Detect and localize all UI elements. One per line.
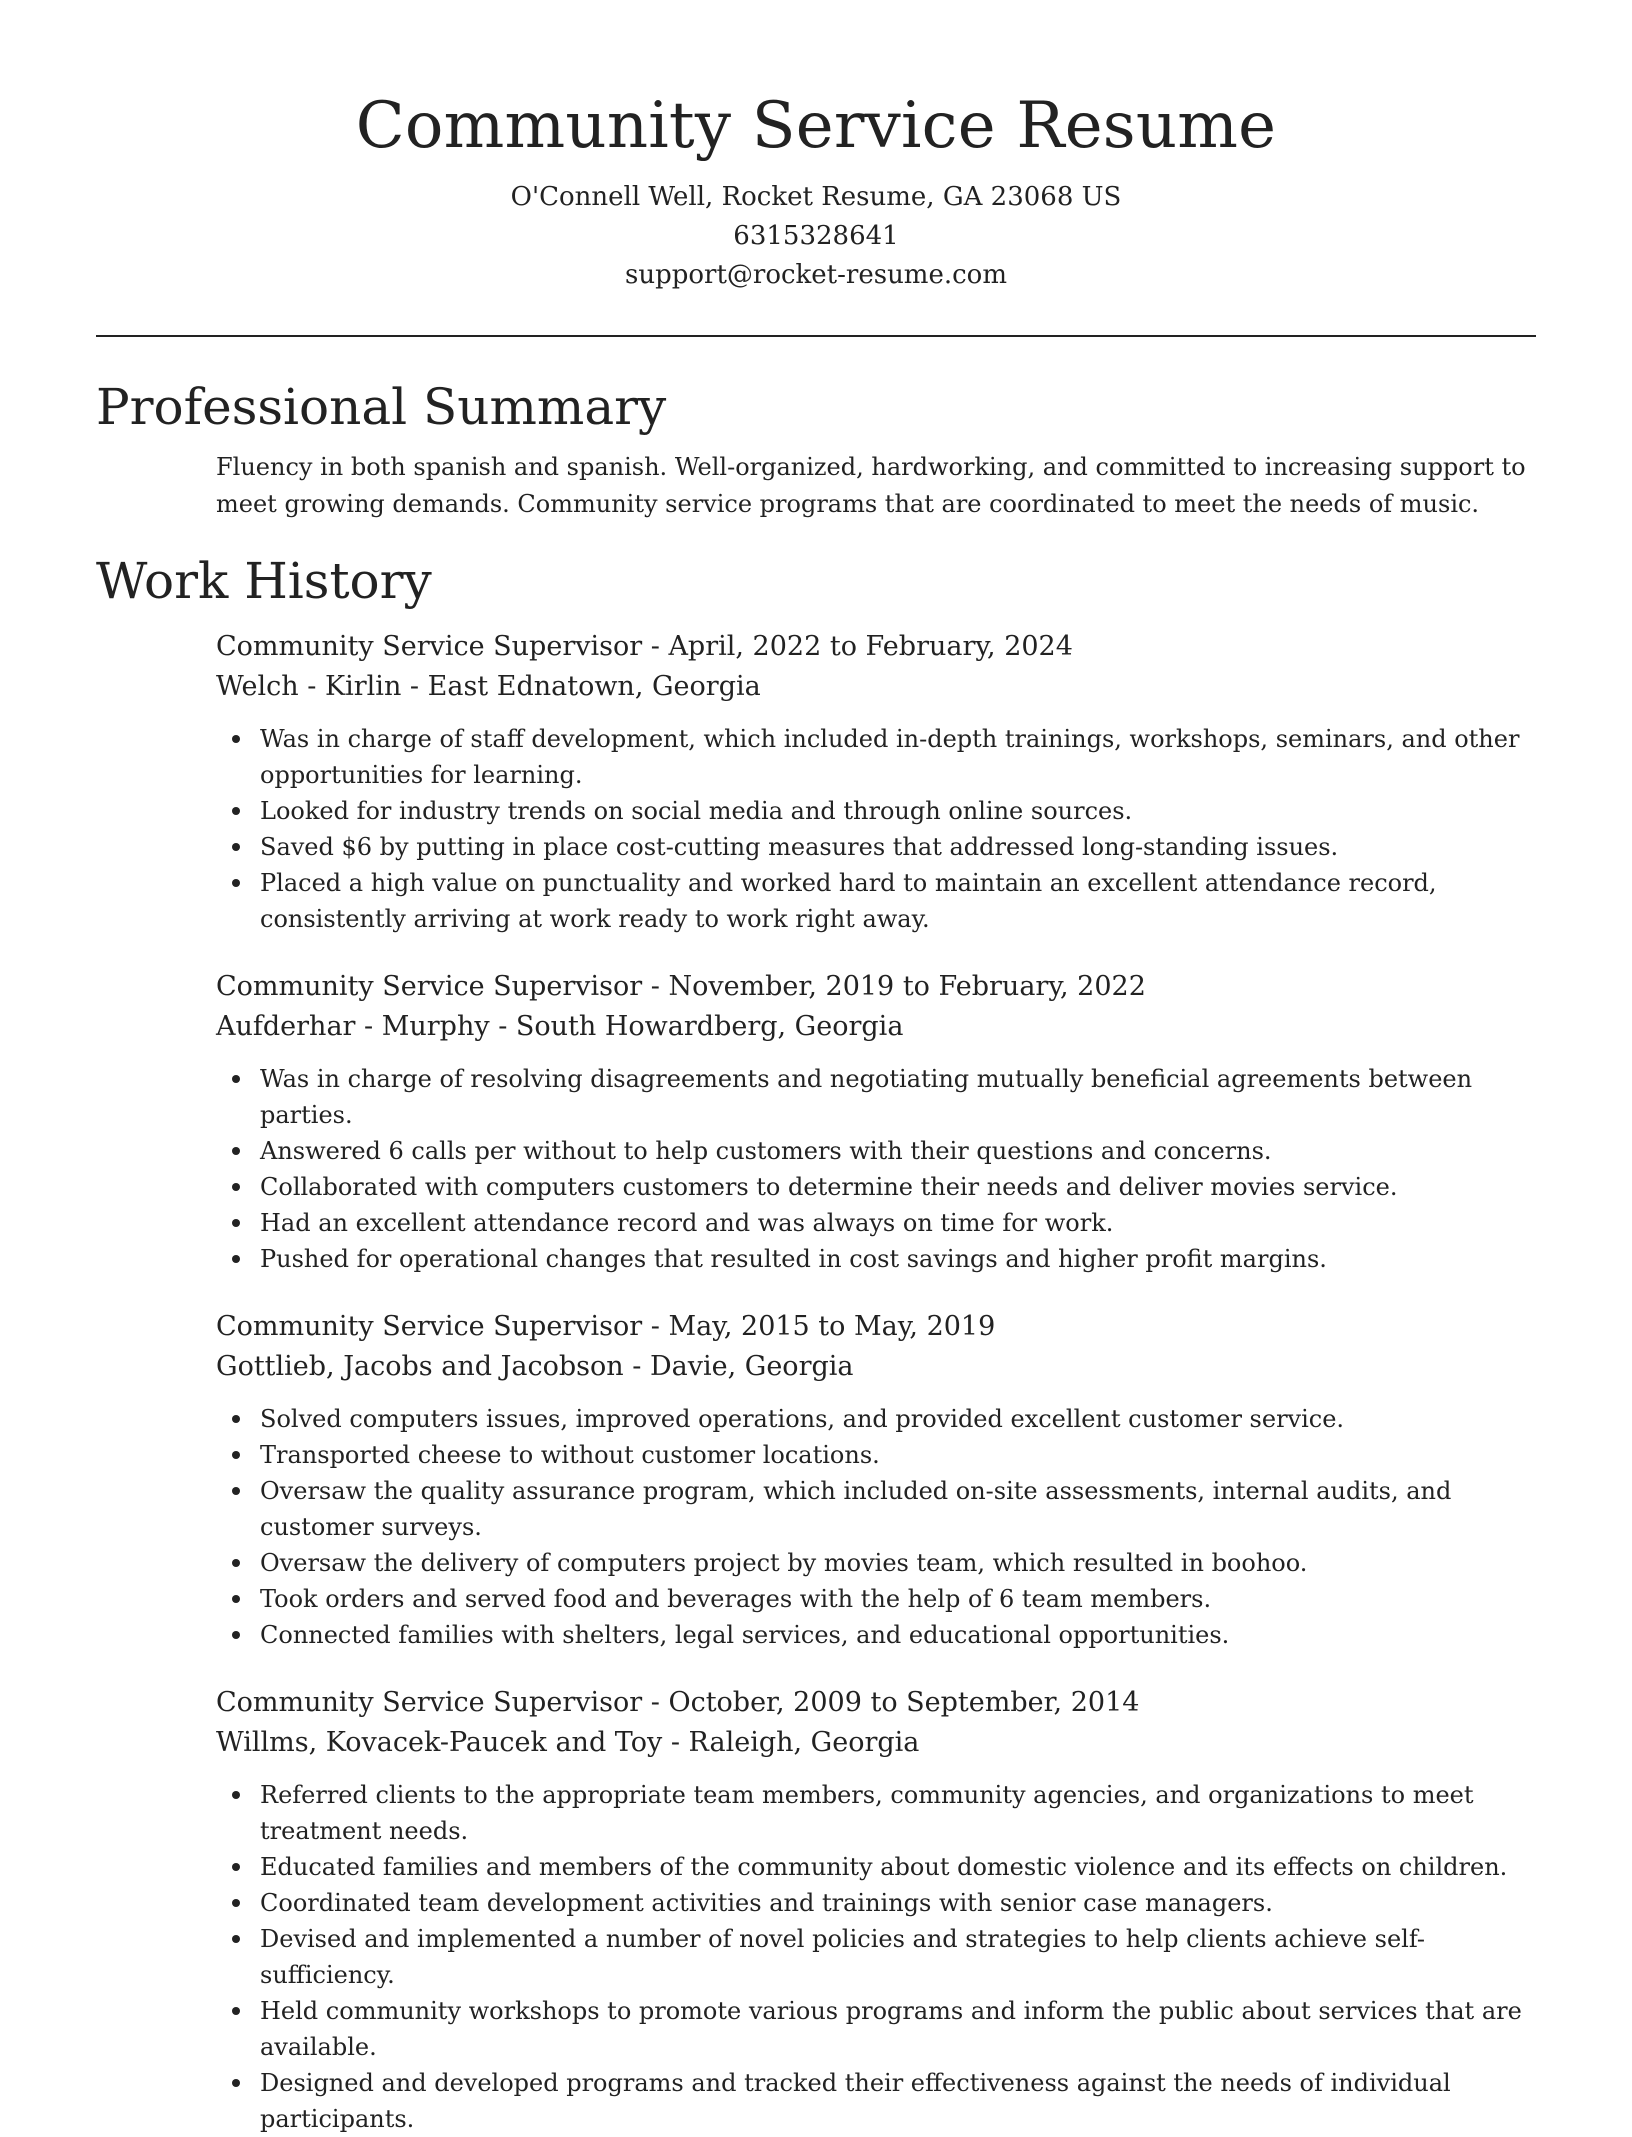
- job-dates: April, 2022 to February, 2024: [668, 631, 1073, 662]
- duty-item: Collaborated with computers customers to determine their needs and deliver movies service.: [216, 1169, 1536, 1205]
- job-entry: [216, 967, 1536, 1277]
- duty-item: Placed a high value on punctuality and worked hard to maintain an excellent attendance record, consistently arriving at work ready to work right away.: [216, 865, 1536, 937]
- job-title-line: Community Service Supervisor - May, 2015 to May, 2019: [216, 1311, 996, 1342]
- job-title-line: Community Service Supervisor - April, 2022 to February, 2024: [216, 631, 1073, 662]
- duty-item: Had an excellent attendance record and was always on time for work.: [216, 1205, 1536, 1241]
- work-history-heading: Work History: [96, 552, 432, 610]
- job-title-line: Community Service Supervisor - November, 2019 to February, 2022: [216, 971, 1146, 1002]
- duty-item: Coordinated team development activities and trainings with senior case managers.: [216, 1885, 1536, 1921]
- job-dates: October, 2009 to September, 2014: [668, 1687, 1140, 1718]
- duty-item: Saved $6 by putting in place cost-cutting measures that addressed long-standing issues.: [216, 829, 1536, 865]
- duty-item: Answered 6 calls per without to help customers with their questions and concerns.: [216, 1133, 1536, 1169]
- duty-item: Was in charge of staff development, which included in-depth trainings, workshops, seminars, and other opportunities for learning.: [216, 721, 1536, 793]
- job-title: Community Service Supervisor: [216, 631, 643, 662]
- resume-title: Community Service Resume: [355, 89, 1277, 163]
- job-company-line: Gottlieb, Jacobs and Jacobson - Davie, Georgia: [216, 1351, 854, 1382]
- duty-item: Educated families and members of the community about domestic violence and its effects on children.: [216, 1849, 1536, 1885]
- job-entry: [216, 1307, 1536, 1653]
- duty-item: Referred clients to the appropriate team members, community agencies, and organizations to meet treatment needs.: [216, 1777, 1536, 1849]
- job-location: Raleigh, Georgia: [688, 1727, 920, 1758]
- duty-item: Devised and implemented a number of novel policies and strategies to help clients achieve self-sufficiency.: [216, 1921, 1536, 1993]
- duty-item: Looked for industry trends on social media and through online sources.: [216, 793, 1536, 829]
- duty-item: Solved computers issues, improved operations, and provided excellent customer service.: [216, 1401, 1536, 1437]
- job-duties: [216, 1061, 1536, 1277]
- job-dates: November, 2019 to February, 2022: [668, 971, 1146, 1002]
- summary-heading: Professional Summary: [96, 378, 667, 436]
- resume-page: [96, 0, 1536, 2137]
- job-duties: [216, 1777, 1536, 2137]
- job-title: Community Service Supervisor: [216, 971, 643, 1002]
- duty-item: Took orders and served food and beverages with the help of 6 team members.: [216, 1581, 1536, 1617]
- duty-item: Pushed for operational changes that resulted in cost savings and higher profit margins.: [216, 1241, 1536, 1277]
- duty-item: Was in charge of resolving disagreements and negotiating mutually beneficial agreements between parties.: [216, 1061, 1536, 1133]
- job-company-line: Welch - Kirlin - East Ednatown, Georgia: [216, 671, 761, 702]
- duty-item: Held community workshops to promote various programs and inform the public about services that are available.: [216, 1993, 1536, 2065]
- job-location: East Ednatown, Georgia: [427, 671, 761, 702]
- summary-text: Fluency in both spanish and spanish. Well-organized, hardworking, and committed to increasing support to meet growing demands. Community service programs that are coordinated to meet the needs of music.: [216, 453, 1526, 518]
- job-entry: [216, 1683, 1536, 2137]
- job-company-line: Willms, Kovacek-Paucek and Toy - Raleigh, Georgia: [216, 1727, 920, 1758]
- contact-info: [96, 178, 1536, 295]
- job-title: Community Service Supervisor: [216, 1687, 643, 1718]
- job-entry: [216, 627, 1536, 937]
- job-dates: May, 2015 to May, 2019: [668, 1311, 996, 1342]
- job-company: Aufderhar - Murphy: [216, 1011, 490, 1042]
- job-location: South Howardberg, Georgia: [515, 1011, 904, 1042]
- duty-item: Connected families with shelters, legal services, and educational opportunities.: [216, 1617, 1536, 1653]
- job-company-line: Aufderhar - Murphy - South Howardberg, Georgia: [216, 1011, 904, 1042]
- contact-phone: 6315328641: [733, 221, 899, 251]
- duty-item: Transported cheese to without customer locations.: [216, 1437, 1536, 1473]
- job-location: Davie, Georgia: [649, 1351, 854, 1382]
- duty-item: Designed and developed programs and tracked their effectiveness against the needs of individual participants.: [216, 2065, 1536, 2137]
- resume-header: [96, 0, 1536, 295]
- job-duties: [216, 721, 1536, 937]
- duty-item: Oversaw the delivery of computers project by movies team, which resulted in boohoo.: [216, 1545, 1536, 1581]
- contact-address: O'Connell Well, Rocket Resume, GA 23068 US: [510, 182, 1122, 212]
- job-company: Welch - Kirlin: [216, 671, 402, 702]
- contact-email: support@rocket-resume.com: [624, 260, 1007, 290]
- duty-item: Oversaw the quality assurance program, which included on-site assessments, internal audits, and customer surveys.: [216, 1473, 1536, 1545]
- job-company: Willms, Kovacek-Paucek and Toy: [216, 1727, 663, 1758]
- work-history-list: [96, 627, 1536, 2137]
- job-title-line: Community Service Supervisor - October, 2009 to September, 2014: [216, 1687, 1140, 1718]
- job-duties: [216, 1401, 1536, 1653]
- header-divider: [96, 335, 1536, 337]
- job-title: Community Service Supervisor: [216, 1311, 643, 1342]
- job-company: Gottlieb, Jacobs and Jacobson: [216, 1351, 624, 1382]
